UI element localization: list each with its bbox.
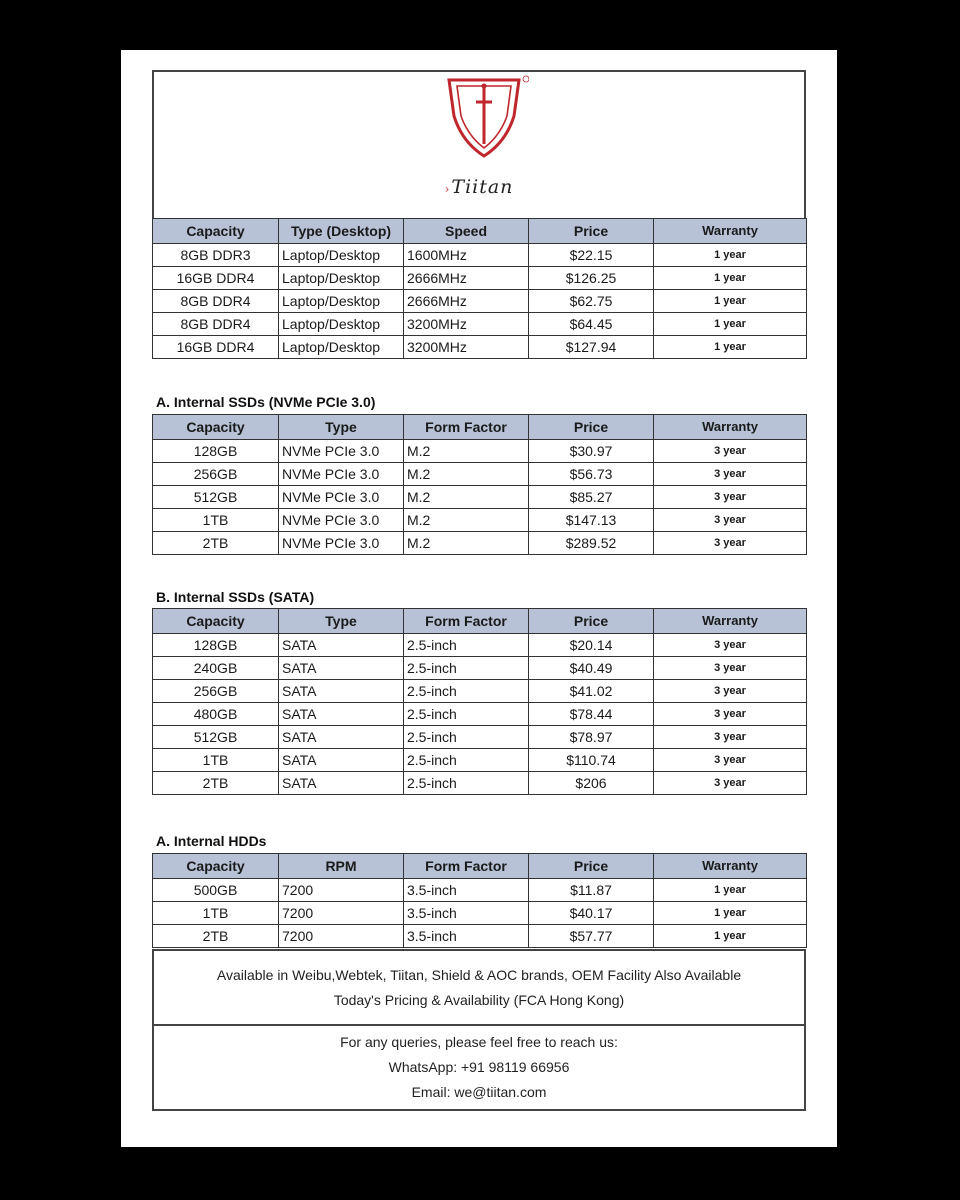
table-row: [153, 486, 807, 509]
table-cell: SATA: [279, 703, 404, 726]
table-cell: M.2: [404, 532, 529, 555]
table-cell: SATA: [279, 749, 404, 772]
table-cell: 3 year: [654, 703, 807, 726]
column-header: Price: [529, 609, 654, 634]
column-header: Warranty: [654, 609, 807, 634]
table-row: [153, 772, 807, 795]
table-cell: 1 year: [654, 267, 807, 290]
table-cell: $56.73: [529, 463, 654, 486]
table-cell: 1TB: [153, 902, 279, 925]
table-cell: SATA: [279, 657, 404, 680]
table-cell: SATA: [279, 726, 404, 749]
table-cell: 16GB DDR4: [153, 267, 279, 290]
sata-section-title: B. Internal SSDs (SATA): [156, 589, 315, 605]
table-cell: $64.45: [529, 313, 654, 336]
table-row: [153, 703, 807, 726]
hdd-section-title: A. Internal HDDs: [156, 833, 267, 849]
table-cell: Laptop/Desktop: [279, 244, 404, 267]
brand-name-text: Tiitan: [451, 176, 514, 198]
table-row: [153, 244, 807, 267]
table-cell: 2.5-inch: [404, 634, 529, 657]
table-cell: 7200: [279, 902, 404, 925]
brand-arrow-icon: ›: [444, 182, 451, 196]
table-cell: 512GB: [153, 486, 279, 509]
table-row: [153, 726, 807, 749]
table-cell: 3 year: [654, 634, 807, 657]
table-cell: 3 year: [654, 749, 807, 772]
table-cell: 256GB: [153, 680, 279, 703]
table-cell: 1 year: [654, 925, 807, 948]
table-cell: 3 year: [654, 680, 807, 703]
table-cell: 8GB DDR3: [153, 244, 279, 267]
column-header: Price: [529, 854, 654, 879]
table-cell: 128GB: [153, 440, 279, 463]
availability-line: Available in Weibu,Webtek, Tiitan, Shield & AOC brands, OEM Facility Also Available: [216, 967, 742, 983]
table-cell: 3200MHz: [404, 336, 529, 359]
sata-price-table: [152, 608, 807, 795]
table-cell: $147.13: [529, 509, 654, 532]
table-row: [153, 440, 807, 463]
table-cell: 3.5-inch: [404, 902, 529, 925]
table-cell: 128GB: [153, 634, 279, 657]
hdd-price-table: [152, 853, 807, 948]
table-cell: 16GB DDR4: [153, 336, 279, 359]
table-header-row: [153, 415, 807, 440]
table-row: [153, 313, 807, 336]
table-row: [153, 879, 807, 902]
ram-price-table: [152, 218, 807, 359]
table-row: [153, 634, 807, 657]
column-header: Price: [529, 219, 654, 244]
logo-header: [152, 70, 806, 218]
table-cell: 8GB DDR4: [153, 290, 279, 313]
table-cell: 480GB: [153, 703, 279, 726]
table-cell: 512GB: [153, 726, 279, 749]
table-cell: 2.5-inch: [404, 726, 529, 749]
table-cell: $20.14: [529, 634, 654, 657]
table-cell: $40.49: [529, 657, 654, 680]
table-cell: 3 year: [654, 440, 807, 463]
table-header-row: [153, 609, 807, 634]
table-cell: $127.94: [529, 336, 654, 359]
table-cell: 240GB: [153, 657, 279, 680]
table-cell: 1 year: [654, 336, 807, 359]
nvme-price-table: [152, 414, 807, 555]
table-cell: 3 year: [654, 509, 807, 532]
column-header: Form Factor: [404, 609, 529, 634]
table-cell: 500GB: [153, 879, 279, 902]
table-cell: Laptop/Desktop: [279, 313, 404, 336]
table-cell: $289.52: [529, 532, 654, 555]
table-header-row: [153, 219, 807, 244]
column-header: Speed: [404, 219, 529, 244]
table-cell: 2.5-inch: [404, 772, 529, 795]
column-header: Form Factor: [404, 415, 529, 440]
column-header: Capacity: [153, 415, 279, 440]
table-cell: M.2: [404, 509, 529, 532]
table-cell: 7200: [279, 925, 404, 948]
table-cell: $11.87: [529, 879, 654, 902]
table-row: [153, 509, 807, 532]
table-row: [153, 657, 807, 680]
column-header: Form Factor: [404, 854, 529, 879]
table-cell: 1TB: [153, 509, 279, 532]
column-header: Capacity: [153, 854, 279, 879]
table-cell: SATA: [279, 680, 404, 703]
column-header: Price: [529, 415, 654, 440]
table-row: [153, 925, 807, 948]
table-cell: SATA: [279, 634, 404, 657]
column-header: Warranty: [654, 415, 807, 440]
table-cell: 7200: [279, 879, 404, 902]
column-header: Type: [279, 609, 404, 634]
table-cell: Laptop/Desktop: [279, 290, 404, 313]
table-cell: $206: [529, 772, 654, 795]
column-header: Warranty: [654, 854, 807, 879]
table-cell: $126.25: [529, 267, 654, 290]
table-cell: $41.02: [529, 680, 654, 703]
column-header: Warranty: [654, 219, 807, 244]
table-cell: 1600MHz: [404, 244, 529, 267]
email-address[interactable]: Email: we@tiitan.com: [411, 1084, 547, 1100]
brand-name: [154, 176, 804, 198]
table-cell: 3200MHz: [404, 313, 529, 336]
table-cell: 2666MHz: [404, 267, 529, 290]
column-header: RPM: [279, 854, 404, 879]
table-cell: 2TB: [153, 925, 279, 948]
table-cell: 1 year: [654, 313, 807, 336]
table-cell: 2.5-inch: [404, 749, 529, 772]
table-cell: 2.5-inch: [404, 703, 529, 726]
availability-box: [152, 949, 806, 1026]
table-cell: $30.97: [529, 440, 654, 463]
table-cell: 3 year: [654, 772, 807, 795]
contact-intro: For any queries, please feel free to reach us:: [340, 1034, 618, 1050]
contact-box: [152, 1024, 806, 1111]
table-row: [153, 749, 807, 772]
table-row: [153, 290, 807, 313]
table-cell: $78.44: [529, 703, 654, 726]
table-cell: M.2: [404, 463, 529, 486]
column-header: Type (Desktop): [279, 219, 404, 244]
table-cell: 3 year: [654, 486, 807, 509]
table-cell: NVMe PCIe 3.0: [279, 463, 404, 486]
table-cell: 3 year: [654, 463, 807, 486]
table-cell: 3 year: [654, 726, 807, 749]
table-header-row: [153, 854, 807, 879]
table-row: [153, 463, 807, 486]
table-cell: 2TB: [153, 772, 279, 795]
table-cell: 2.5-inch: [404, 680, 529, 703]
nvme-section-title: A. Internal SSDs (NVMe PCIe 3.0): [156, 394, 376, 410]
whatsapp-number[interactable]: WhatsApp: +91 98119 66956: [388, 1059, 570, 1075]
table-cell: NVMe PCIe 3.0: [279, 532, 404, 555]
shield-sword-logo-icon: [439, 72, 529, 162]
table-cell: NVMe PCIe 3.0: [279, 440, 404, 463]
table-row: [153, 532, 807, 555]
pricing-basis-line: Today's Pricing & Availability (FCA Hong Kong): [333, 992, 625, 1008]
table-cell: SATA: [279, 772, 404, 795]
table-cell: 3 year: [654, 532, 807, 555]
table-row: [153, 902, 807, 925]
column-header: Capacity: [153, 219, 279, 244]
table-cell: 3.5-inch: [404, 879, 529, 902]
table-cell: 1 year: [654, 879, 807, 902]
table-row: [153, 680, 807, 703]
table-cell: $62.75: [529, 290, 654, 313]
table-cell: $78.97: [529, 726, 654, 749]
column-header: Type: [279, 415, 404, 440]
table-cell: 1 year: [654, 244, 807, 267]
table-cell: 3.5-inch: [404, 925, 529, 948]
table-cell: 2666MHz: [404, 290, 529, 313]
table-row: [153, 336, 807, 359]
table-cell: 1 year: [654, 290, 807, 313]
table-cell: NVMe PCIe 3.0: [279, 509, 404, 532]
table-cell: $85.27: [529, 486, 654, 509]
table-cell: 3 year: [654, 657, 807, 680]
table-cell: NVMe PCIe 3.0: [279, 486, 404, 509]
table-cell: 256GB: [153, 463, 279, 486]
table-cell: $110.74: [529, 749, 654, 772]
table-cell: M.2: [404, 440, 529, 463]
table-cell: 8GB DDR4: [153, 313, 279, 336]
table-cell: 1TB: [153, 749, 279, 772]
table-cell: 2TB: [153, 532, 279, 555]
table-cell: $22.15: [529, 244, 654, 267]
table-cell: $57.77: [529, 925, 654, 948]
table-cell: $40.17: [529, 902, 654, 925]
table-cell: Laptop/Desktop: [279, 336, 404, 359]
column-header: Capacity: [153, 609, 279, 634]
table-row: [153, 267, 807, 290]
table-cell: 1 year: [654, 902, 807, 925]
table-cell: M.2: [404, 486, 529, 509]
table-cell: 2.5-inch: [404, 657, 529, 680]
table-cell: Laptop/Desktop: [279, 267, 404, 290]
